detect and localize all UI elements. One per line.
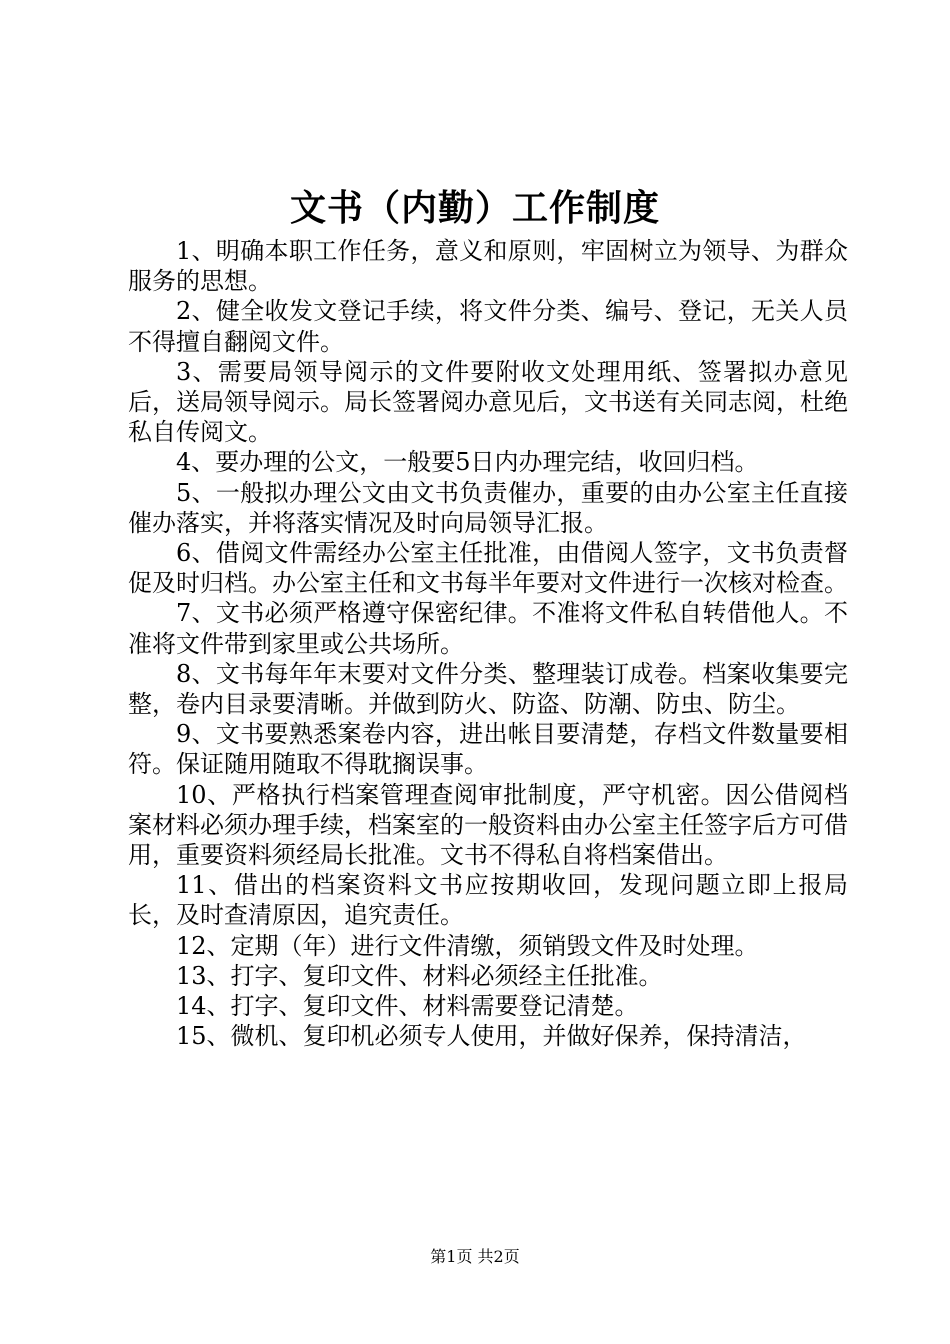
paragraph-4: 4、要办理的公文，一般要5日内办理完结，收回归档。 <box>176 448 759 477</box>
paragraph-10: 10、严格执行档案管理查阅审批制度，严守机密。因公借阅档案材料必须办理手续，档案室的一般资料由办公室主任签字后方可借用，重要资料须经局长批准。文书不得私自将档案借出。 <box>128 780 848 870</box>
paragraph-2: 2、健全收发文登记手续，将文件分类、编号、登记，无关人员不得擅自翻阅文件。 <box>128 297 848 356</box>
paragraph-13: 13、打字、复印文件、材料必须经主任批准。 <box>176 961 663 990</box>
paragraph-5: 5、一般拟办理公文由文书负责催办，重要的由办公室主任直接催办落实，并将落实情况及时向局领导汇报。 <box>128 478 848 537</box>
paragraph-1: 1、明确本职工作任务，意义和原则，牢固树立为领导、为群众服务的思想。 <box>128 237 848 296</box>
paragraph-9: 9、文书要熟悉案卷内容，进出帐目要清楚，存档文件数量要相符。保证随用随取不得耽搁误事。 <box>128 720 848 779</box>
paragraph-3: 3、需要局领导阅示的文件要附收文处理用纸、签署拟办意见后，送局领导阅示。局长签署阅办意见后，文书送有关同志阅，杜绝私自传阅文。 <box>128 357 848 447</box>
paragraph-12: 12、定期（年）进行文件清缴，须销毁文件及时处理。 <box>176 931 759 960</box>
document-body <box>128 236 848 1051</box>
paragraph-6: 6、借阅文件需经办公室主任批准，由借阅人签字，文书负责督促及时归档。办公室主任和文书每半年要对文件进行一次核对检查。 <box>128 539 848 598</box>
page-number-footer: 第1页 共2页 <box>430 1247 520 1266</box>
paragraph-7: 7、文书必须严格遵守保密纪律。不准将文件私自转借他人。不准将文件带到家里或公共场所。 <box>128 599 848 658</box>
paragraph-8: 8、文书每年年末要对文件分类、整理装订成卷。档案收集要完整，卷内目录要清晰。并做到防火、防盗、防潮、防虫、防尘。 <box>128 659 848 719</box>
paragraph-11: 11、借出的档案资料文书应按期收回，发现问题立即上报局长，及时查清原因，追究责任。 <box>128 871 848 930</box>
document-title: 文书（内勤）工作制度 <box>289 187 660 229</box>
paragraph-14: 14、打字、复印文件、材料需要登记清楚。 <box>176 992 639 1021</box>
paragraph-15: 15、微机、复印机必须专人使用，并做好保养，保持清洁， <box>176 1022 807 1051</box>
